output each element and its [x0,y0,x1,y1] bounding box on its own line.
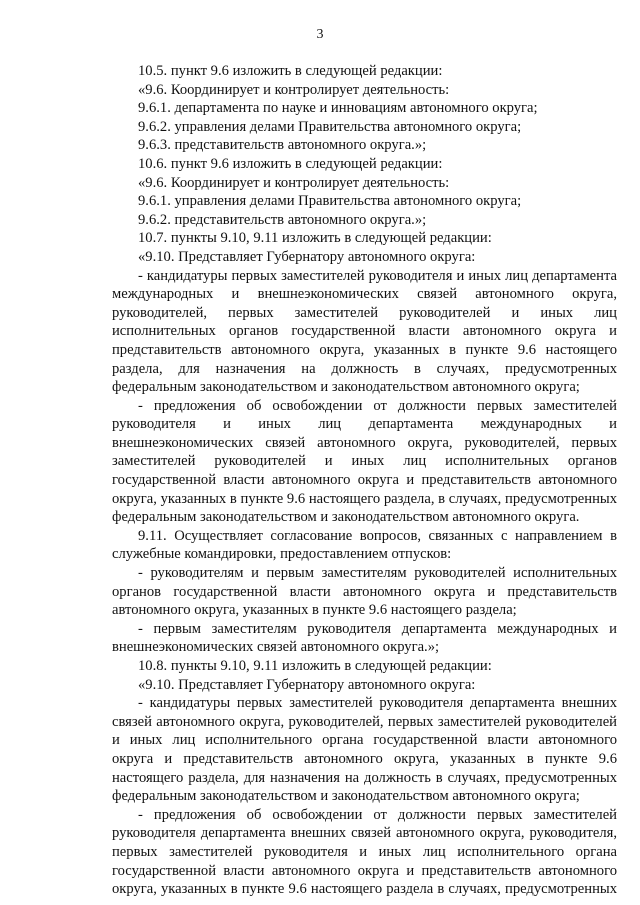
paragraph-list-item: - руководителям и первым заместителям руководителей исполнительных органов государственной власти автономного округа и представительств автономного округа, указанных в пункте 9.6 настоящего раздела; [112,565,617,619]
paragraph-10-6: 10.6. пункт 9.6 изложить в следующей редакции: [138,155,443,172]
paragraph-9-6-2: 9.6.2. представительств автономного округа.»; [138,211,427,228]
paragraph-9-6-heading: «9.6. Координирует и контролирует деятельность: [138,81,450,98]
paragraph-9-6-heading: «9.6. Координирует и контролирует деятельность: [138,174,450,191]
paragraph-list-item: - кандидатуры первых заместителей руководителя и иных лиц департамента международных и внешнеэкономических связей автономного округа, руководителей, первых заместителей руководителей и иных лиц исполнительных органов государственной власти автономного округа и представительств автономного округа, указанных в пункте 9.6 настоящего раздела, для назначения на должность в случаях, предусмотренных федеральным законодательством и законодательством автономного округа; [112,267,617,396]
paragraph-list-item: - первым заместителям руководителя департамента международных и внешнеэкономических связей автономного округа.»; [112,620,617,656]
paragraph-10-7: 10.7. пункты 9.10, 9.11 изложить в следующей редакции: [138,230,492,247]
paragraph-9-6-2: 9.6.2. управления делами Правительства автономного округа; [138,118,522,135]
paragraph-9-10-heading: «9.10. Представляет Губернатору автономного округа: [138,676,476,693]
document-body [112,62,617,899]
page-number: 3 [316,27,324,42]
paragraph-10-8: 10.8. пункты 9.10, 9.11 изложить в следующей редакции: [138,658,492,674]
paragraph-9-6-1: 9.6.1. департамента по науке и инновациям автономного округа; [138,100,538,117]
paragraph-9-6-3: 9.6.3. представительств автономного округа.»; [138,137,427,154]
paragraph-9-10-heading: «9.10. Представляет Губернатору автономного округа: [138,248,476,265]
paragraph-list-item: - предложения об освобождении от должности первых заместителей руководителя и иных лиц департамента международных и внешнеэкономических связей автономного округа, руководителей, первых заместителей руководителей и иных лиц исполнительных органов государственной власти автономного округа и представительств автономного округа, указанных в пункте 9.6 настоящего раздела, в случаях, предусмотренных федеральным законодательством и законодательством автономного округа. [112,397,617,526]
paragraph-9-11: 9.11. Осуществляет согласование вопросов, связанных с направлением в служебные командировки, предоставлением отпусков: [112,527,617,563]
paragraph-9-6-1: 9.6.1. управления делами Правительства автономного округа; [138,193,522,210]
paragraph-list-item: - предложения об освобождении от должности первых заместителей руководителя департамента внешних связей автономного округа, руководителя, первых заместителей руководителя и иных лиц исполнительного органа государственной власти автономного округа и представительств автономного округа, указанных в пункте 9.6 настоящего раздела в случаях, предусмотренных [112,806,617,898]
paragraph-10-5: 10.5. пункт 9.6 изложить в следующей редакции: [138,63,443,79]
paragraph-list-item: - кандидатуры первых заместителей руководителя департамента внешних связей автономного округа, руководителей, первых заместителей руководителей и иных лиц исполнительного органа государственной власти автономного округа и представительств автономного округа, указанных в пункте 9.6 настоящего раздела, для назначения на должность в случаях, предусмотренных федеральным законодательством и законодательством автономного округа; [112,695,617,805]
